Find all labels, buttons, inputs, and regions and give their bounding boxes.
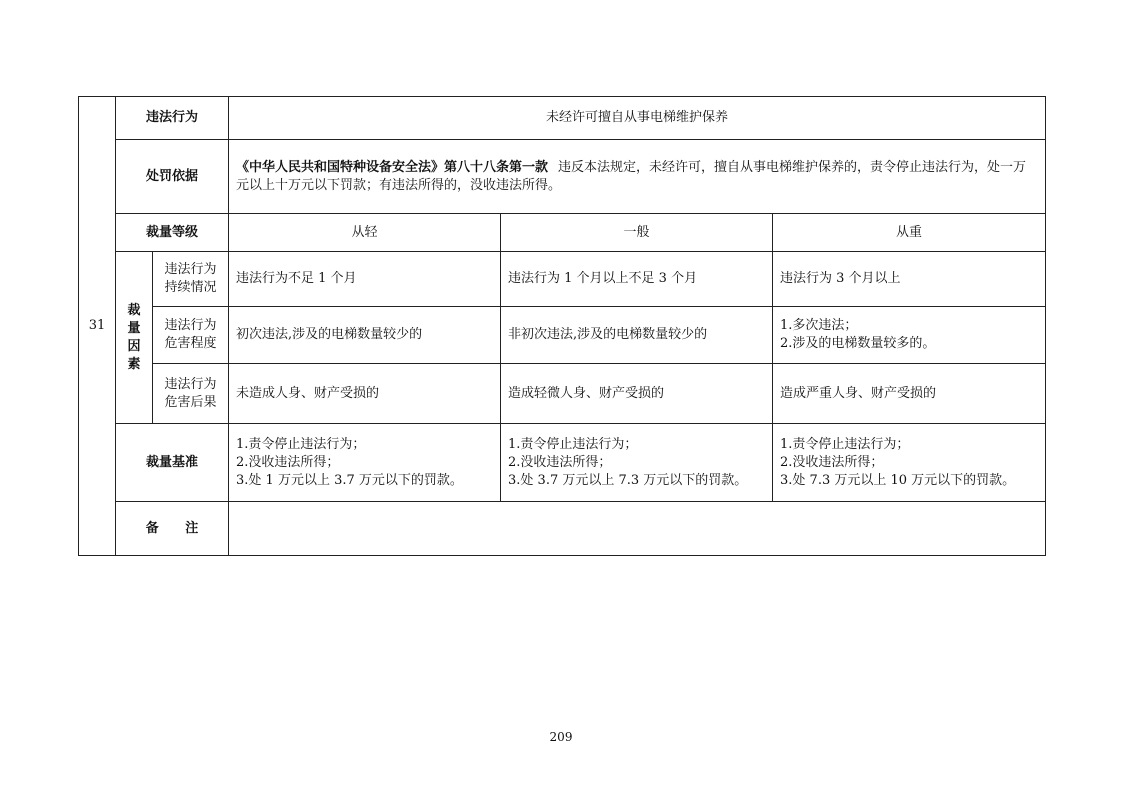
factor-cell: 造成轻微人身、财产受损的 [501,364,773,424]
factor-cell: 初次违法,涉及的电梯数量较少的 [229,307,501,364]
grade-general: 一般 [501,214,773,252]
standard-cell-light: 1.责令停止违法行为； 2.没收违法所得； 3.处 1 万元以上 3.7 万元以下的罚款。 [229,424,501,502]
basis-label: 处罚依据 [116,140,229,214]
basis-cell [229,140,1046,214]
basis-text: 违反本法规定，未经许可，擅自从事电梯维护保养的，责令停止违法行为，处一万元以上十万元以下罚款；有违法所得的，没收违法所得。 [236,159,1027,193]
basis-row [79,140,1046,214]
standard-cell-heavy: 1.责令停止违法行为； 2.没收违法所得； 3.处 7.3 万元以上 10 万元以下的罚款。 [773,424,1046,502]
grade-label: 裁量等级 [116,214,229,252]
grade-light: 从轻 [229,214,501,252]
factor-row [79,307,1046,364]
violation-row [79,97,1046,140]
row-number: 31 [79,97,116,556]
factor-row [79,252,1046,307]
factor-name: 违法行为持续情况 [153,252,229,307]
factor-cell: 造成严重人身、财产受损的 [773,364,1046,424]
remarks-row [79,502,1046,556]
factors-label: 裁 量 因 素 [116,252,153,424]
factor-cell: 1.多次违法； 2.涉及的电梯数量较多的。 [773,307,1046,364]
page-number: 209 [549,730,573,744]
violation-label: 违法行为 [116,97,229,140]
standard-row [79,424,1046,502]
factor-cell: 非初次违法,涉及的电梯数量较少的 [501,307,773,364]
factor-cell: 未造成人身、财产受损的 [229,364,501,424]
factor-cell: 违法行为 1 个月以上不足 3 个月 [501,252,773,307]
grade-row [79,214,1046,252]
factor-cell: 违法行为 3 个月以上 [773,252,1046,307]
factor-cell: 违法行为不足 1 个月 [229,252,501,307]
violation-text: 未经许可擅自从事电梯维护保养 [229,97,1046,140]
factor-name: 违法行为危害程度 [153,307,229,364]
factor-name: 违法行为危害后果 [153,364,229,424]
remarks-value [229,502,1046,556]
standard-label: 裁量基准 [116,424,229,502]
remarks-label: 备 注 [116,502,229,556]
penalty-table [78,96,1046,556]
basis-law: 《中华人民共和国特种设备安全法》第八十八条第一款 [236,159,549,175]
standard-cell-general: 1.责令停止违法行为； 2.没收违法所得； 3.处 3.7 万元以上 7.3 万元以下的罚款。 [501,424,773,502]
grade-heavy: 从重 [773,214,1046,252]
factor-row [79,364,1046,424]
